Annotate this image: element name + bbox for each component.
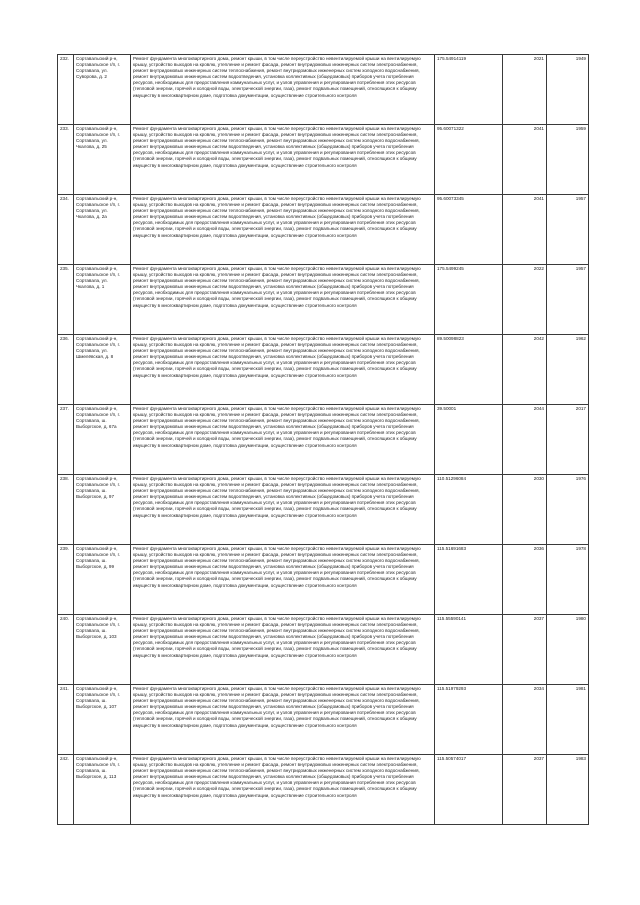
row-built-year: 1957 <box>547 195 589 265</box>
table-row <box>58 755 589 825</box>
row-address: Сортавальский р-н, Сортавальское г/п, г. Сортавала, ул. Чкалова, д. 2а <box>74 195 131 265</box>
row-number: 242. <box>58 755 74 825</box>
table-row <box>58 125 589 195</box>
row-repair-year: 2041 <box>503 195 547 265</box>
row-work-description: Ремонт фундамента многоквартирного дома, ремонт крыши, в том числе переустройство невентилируемой крыши на вентилируемую крышу, устройство выходов на кровлю, утепление и ремонт фасада, ремонт внутридомовых инженерных систем электроснабжения, ремонт внутридомовых инженерных систем теплоснабжения, ремонт внутридомовых инженерных систем холодного водоснабжения, ремонт внутридомовых инженерных систем водоотведения, установка коллективных (общедомовых) приборов учета потребления ресурсов, необходимых для предоставления коммунальных услуг, и узлов управления и регулирования потребления этих ресурсов (тепловой энергии, горячей и холодной воды, электрической энергии, газа), ремонт подвальных помещений, относящихся к общему имуществу в многоквартирном доме, подготовка документации, осуществление строительного контроля <box>131 475 435 545</box>
row-cost: 175.5499245 <box>435 265 503 335</box>
row-address: Сортавальский р-н, Сортавальское г/п, г. Сортавала, ш. Выборгское, д. 113 <box>74 755 131 825</box>
row-work-description: Ремонт фундамента многоквартирного дома, ремонт крыши, в том числе переустройство невентилируемой крыши на вентилируемую крышу, устройство выходов на кровлю, утепление и ремонт фасада, ремонт внутридомовых инженерных систем электроснабжения, ремонт внутридомовых инженерных систем теплоснабжения, ремонт внутридомовых инженерных систем холодного водоснабжения, ремонт внутридомовых инженерных систем водоотведения, установка коллективных (общедомовых) приборов учета потребления ресурсов, необходимых для предоставления коммунальных услуг, и узлов управления и регулирования потребления этих ресурсов (тепловой энергии, горячей и холодной воды, электрической энергии, газа), ремонт подвальных помещений, относящихся к общему имуществу в многоквартирном доме, подготовка документации, осуществление строительного контроля <box>131 55 435 125</box>
table-row <box>58 405 589 475</box>
row-cost: 115.51691683 <box>435 545 503 615</box>
row-cost: 95.60071322 <box>435 125 503 195</box>
row-address: Сортавальский р-н, Сортавальское г/п, г. Сортавала, ш. Выборгское, д. 107 <box>74 685 131 755</box>
row-work-description: Ремонт фундамента многоквартирного дома, ремонт крыши, в том числе переустройство невентилируемой крыши на вентилируемую крышу, устройство выходов на кровлю, утепление и ремонт фасада, ремонт внутридомовых инженерных систем электроснабжения, ремонт внутридомовых инженерных систем теплоснабжения, ремонт внутридомовых инженерных систем холодного водоснабжения, ремонт внутридомовых инженерных систем водоотведения, установка коллективных (общедомовых) приборов учета потребления ресурсов, необходимых для предоставления коммунальных услуг, и узлов управления и регулирования потребления этих ресурсов (тепловой энергии, горячей и холодной воды, электрической энергии, газа), ремонт подвальных помещений, относящихся к общему имуществу в многоквартирном доме, подготовка документации, осуществление строительного контроля <box>131 265 435 335</box>
row-number: 238. <box>58 475 74 545</box>
row-built-year: 1976 <box>547 475 589 545</box>
row-address: Сортавальский р-н, Сортавальское г/п, г. Сортавала, ш. Выборгское, д. 99 <box>74 545 131 615</box>
row-built-year: 1983 <box>547 755 589 825</box>
row-work-description: Ремонт фундамента многоквартирного дома, ремонт крыши, в том числе переустройство невентилируемой крыши на вентилируемую крышу, устройство выходов на кровлю, утепление и ремонт фасада, ремонт внутридомовых инженерных систем электроснабжения, ремонт внутридомовых инженерных систем теплоснабжения, ремонт внутридомовых инженерных систем холодного водоснабжения, ремонт внутридомовых инженерных систем водоотведения, установка коллективных (общедомовых) приборов учета потребления ресурсов, необходимых для предоставления коммунальных услуг, и узлов управления и регулирования потребления этих ресурсов (тепловой энергии, горячей и холодной воды, электрической энергии, газа), ремонт подвальных помещений, относящихся к общему имуществу в многоквартирном доме, подготовка документации, осуществление строительного контроля <box>131 615 435 685</box>
table-row <box>58 685 589 755</box>
row-repair-year: 2042 <box>503 335 547 405</box>
row-repair-year: 2022 <box>503 265 547 335</box>
row-number: 239. <box>58 545 74 615</box>
row-number: 234. <box>58 195 74 265</box>
row-address: Сортавальский р-н, Сортавальское г/п, г. Сортавала, ш. Выборгское, д. 103 <box>74 615 131 685</box>
row-built-year: 2017 <box>547 405 589 475</box>
row-address: Сортавальский р-н, Сортавальское г/п, г. Сортавала, ул. Шмелёвская, д. 8 <box>74 335 131 405</box>
row-number: 233. <box>58 125 74 195</box>
row-cost: 115.55590141 <box>435 615 503 685</box>
row-address: Сортавальский р-н, Сортавальское г/п, г. Сортавала, ул. Суворова, д. 2 <box>74 55 131 125</box>
row-repair-year: 2044 <box>503 405 547 475</box>
row-cost: 89.50098823 <box>435 335 503 405</box>
row-cost: 115.50574017 <box>435 755 503 825</box>
row-built-year: 1981 <box>547 685 589 755</box>
row-repair-year: 2034 <box>503 685 547 755</box>
row-work-description: Ремонт фундамента многоквартирного дома, ремонт крыши, в том числе переустройство невентилируемой крыши на вентилируемую крышу, устройство выходов на кровлю, утепление и ремонт фасада, ремонт внутридомовых инженерных систем электроснабжения, ремонт внутридомовых инженерных систем теплоснабжения, ремонт внутридомовых инженерных систем холодного водоснабжения, ремонт внутридомовых инженерных систем водоотведения, установка коллективных (общедомовых) приборов учета потребления ресурсов, необходимых для предоставления коммунальных услуг, и узлов управления и регулирования потребления этих ресурсов (тепловой энергии, горячей и холодной воды, электрической энергии, газа), ремонт подвальных помещений, относящихся к общему имуществу в многоквартирном доме, подготовка документации, осуществление строительного контроля <box>131 195 435 265</box>
row-address: Сортавальский р-н, Сортавальское г/п, г. Сортавала, ш. Выборгское, д. 67а <box>74 405 131 475</box>
row-number: 237. <box>58 405 74 475</box>
row-cost: 39.50001 <box>435 405 503 475</box>
table-row <box>58 335 589 405</box>
table-row <box>58 545 589 615</box>
row-built-year: 1957 <box>547 265 589 335</box>
row-work-description: Ремонт фундамента многоквартирного дома, ремонт крыши, в том числе переустройство невентилируемой крыши на вентилируемую крышу, устройство выходов на кровлю, утепление и ремонт фасада, ремонт внутридомовых инженерных систем электроснабжения, ремонт внутридомовых инженерных систем теплоснабжения, ремонт внутридомовых инженерных систем холодного водоснабжения, ремонт внутридомовых инженерных систем водоотведения, установка коллективных (общедомовых) приборов учета потребления ресурсов, необходимых для предоставления коммунальных услуг, и узлов управления и регулирования потребления этих ресурсов (тепловой энергии, горячей и холодной воды, электрической энергии, газа), ремонт подвальных помещений, относящихся к общему имуществу в многоквартирном доме, подготовка документации, осуществление строительного контроля <box>131 335 435 405</box>
table-row <box>58 195 589 265</box>
row-repair-year: 2021 <box>503 55 547 125</box>
row-built-year: 1959 <box>547 125 589 195</box>
row-built-year: 1980 <box>547 615 589 685</box>
row-work-description: Ремонт фундамента многоквартирного дома, ремонт крыши, в том числе переустройство невентилируемой крыши на вентилируемую крышу, устройство выходов на кровлю, утепление и ремонт фасада, ремонт внутридомовых инженерных систем электроснабжения, ремонт внутридомовых инженерных систем теплоснабжения, ремонт внутридомовых инженерных систем холодного водоснабжения, ремонт внутридомовых инженерных систем водоотведения, установка коллективных (общедомовых) приборов учета потребления ресурсов, необходимых для предоставления коммунальных услуг, и узлов управления и регулирования потребления этих ресурсов (тепловой энергии, горячей и холодной воды, электрической энергии, газа), ремонт подвальных помещений, относящихся к общему имуществу в многоквартирном доме, подготовка документации, осуществление строительного контроля <box>131 405 435 475</box>
row-work-description: Ремонт фундамента многоквартирного дома, ремонт крыши, в том числе переустройство невентилируемой крыши на вентилируемую крышу, устройство выходов на кровлю, утепление и ремонт фасада, ремонт внутридомовых инженерных систем электроснабжения, ремонт внутридомовых инженерных систем теплоснабжения, ремонт внутридомовых инженерных систем холодного водоснабжения, ремонт внутридомовых инженерных систем водоотведения, установка коллективных (общедомовых) приборов учета потребления ресурсов, необходимых для предоставления коммунальных услуг, и узлов управления и регулирования потребления этих ресурсов (тепловой энергии, горячей и холодной воды, электрической энергии, газа), ремонт подвальных помещений, относящихся к общему имуществу в многоквартирном доме, подготовка документации, осуществление строительного контроля <box>131 125 435 195</box>
row-built-year: 1962 <box>547 335 589 405</box>
row-address: Сортавальский р-н, Сортавальское г/п, г. Сортавала, ул. Чкалова, д. 25 <box>74 125 131 195</box>
table-row <box>58 475 589 545</box>
row-built-year: 1949 <box>547 55 589 125</box>
row-address: Сортавальский р-н, Сортавальское г/п, г. Сортавала, ул. Чкалова, д. 1 <box>74 265 131 335</box>
table-row <box>58 615 589 685</box>
row-number: 236. <box>58 335 74 405</box>
table-row <box>58 55 589 125</box>
row-repair-year: 2037 <box>503 755 547 825</box>
row-cost: 115.51979293 <box>435 685 503 755</box>
row-number: 241. <box>58 685 74 755</box>
row-repair-year: 2037 <box>503 615 547 685</box>
row-work-description: Ремонт фундамента многоквартирного дома, ремонт крыши, в том числе переустройство невентилируемой крыши на вентилируемую крышу, устройство выходов на кровлю, утепление и ремонт фасада, ремонт внутридомовых инженерных систем электроснабжения, ремонт внутридомовых инженерных систем теплоснабжения, ремонт внутридомовых инженерных систем холодного водоснабжения, ремонт внутридомовых инженерных систем водоотведения, установка коллективных (общедомовых) приборов учета потребления ресурсов, необходимых для предоставления коммунальных услуг, и узлов управления и регулирования потребления этих ресурсов (тепловой энергии, горячей и холодной воды, электрической энергии, газа), ремонт подвальных помещений, относящихся к общему имуществу в многоквартирном доме, подготовка документации, осуществление строительного контроля <box>131 755 435 825</box>
table-row <box>58 265 589 335</box>
row-number: 232. <box>58 55 74 125</box>
row-repair-year: 2041 <box>503 125 547 195</box>
row-work-description: Ремонт фундамента многоквартирного дома, ремонт крыши, в том числе переустройство невентилируемой крыши на вентилируемую крышу, устройство выходов на кровлю, утепление и ремонт фасада, ремонт внутридомовых инженерных систем электроснабжения, ремонт внутридомовых инженерных систем теплоснабжения, ремонт внутридомовых инженерных систем холодного водоснабжения, ремонт внутридомовых инженерных систем водоотведения, установка коллективных (общедомовых) приборов учета потребления ресурсов, необходимых для предоставления коммунальных услуг, и узлов управления и регулирования потребления этих ресурсов (тепловой энергии, горячей и холодной воды, электрической энергии, газа), ремонт подвальных помещений, относящихся к общему имуществу в многоквартирном доме, подготовка документации, осуществление строительного контроля <box>131 545 435 615</box>
row-number: 240. <box>58 615 74 685</box>
row-address: Сортавальский р-н, Сортавальское г/п, г. Сортавала, ш. Выборгское, д. 97 <box>74 475 131 545</box>
row-number: 235. <box>58 265 74 335</box>
repair-program-table <box>57 54 589 825</box>
row-work-description: Ремонт фундамента многоквартирного дома, ремонт крыши, в том числе переустройство невентилируемой крыши на вентилируемую крышу, устройство выходов на кровлю, утепление и ремонт фасада, ремонт внутридомовых инженерных систем электроснабжения, ремонт внутридомовых инженерных систем теплоснабжения, ремонт внутридомовых инженерных систем холодного водоснабжения, ремонт внутридомовых инженерных систем водоотведения, установка коллективных (общедомовых) приборов учета потребления ресурсов, необходимых для предоставления коммунальных услуг, и узлов управления и регулирования потребления этих ресурсов (тепловой энергии, горячей и холодной воды, электрической энергии, газа), ремонт подвальных помещений, относящихся к общему имуществу в многоквартирном доме, подготовка документации, осуществление строительного контроля <box>131 685 435 755</box>
row-built-year: 1978 <box>547 545 589 615</box>
row-cost: 175.54914119 <box>435 55 503 125</box>
row-repair-year: 2036 <box>503 545 547 615</box>
row-repair-year: 2030 <box>503 475 547 545</box>
row-cost: 95.60073345 <box>435 195 503 265</box>
row-cost: 110.51296084 <box>435 475 503 545</box>
